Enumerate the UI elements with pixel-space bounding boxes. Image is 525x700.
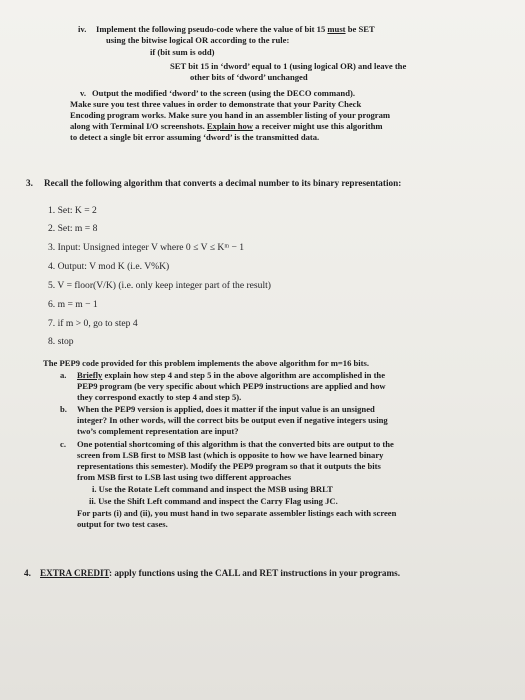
- pep9-intro: The PEP9 code provided for this problem implements the above algorithm for m=16 bits.: [43, 358, 370, 368]
- algorithm-step-2: 2. Set: m = 8: [48, 223, 98, 234]
- part-c-label: c.: [60, 439, 66, 449]
- question-3-title: Recall the following algorithm that converts a decimal number to its binary representation:: [44, 178, 402, 188]
- item-v-line1: Output the modified ‘dword’ to the screen (using the DECO command).: [92, 88, 355, 98]
- part-b-label: b.: [60, 404, 67, 414]
- part-c-approach-i: i. Use the Rotate Left command and inspect the MSB using BRLT: [92, 484, 333, 494]
- part-a-line1: Briefly explain how step 4 and step 5 in the above algorithm are accomplished in the: [77, 370, 386, 380]
- algorithm-step-8: 8. stop: [48, 336, 74, 347]
- item-v-line4: along with Terminal I/O screenshots. Explain how a receiver might use this algorithm: [70, 121, 383, 131]
- part-a-line3: they correspond exactly to step 4 and step 5).: [77, 392, 242, 402]
- part-c-approach-ii: ii. Use the Shift Left command and inspect the Carry Flag using JC.: [89, 496, 338, 506]
- algorithm-step-6: 6. m = m − 1: [48, 299, 98, 310]
- algorithm-step-4: 4. Output: V mod K (i.e. V%K): [48, 261, 170, 272]
- question-4-number: 4.: [24, 568, 31, 578]
- part-b-line3: two’s complement representation are input?: [77, 426, 239, 436]
- item-v-line3: Encoding program works. Make sure you hand in an assembler listing of your program: [70, 110, 391, 120]
- algorithm-step-3: 3. Input: Unsigned integer V where 0 ≤ V ≤ Kᵐ − 1: [48, 242, 245, 253]
- part-b-line1: When the PEP9 version is applied, does it matter if the input value is an unsigned: [77, 404, 375, 414]
- part-c-line4: from MSB first to LSB last using two different approaches: [77, 472, 292, 482]
- item-iv-line2: using the bitwise logical OR according to the rule:: [106, 35, 290, 45]
- part-c-line6: output for two test cases.: [77, 519, 168, 529]
- part-c-line3: representations this semester). Modify the PEP9 program so that it outputs the bits: [77, 461, 381, 471]
- item-iv-line1: Implement the following pseudo-code where the value of bit 15 must be SET: [96, 24, 375, 34]
- item-iv-line3: if (bit sum is odd): [150, 47, 215, 57]
- part-a-line2: PEP9 program (be very specific about which PEP9 instructions are applied and how: [77, 381, 386, 391]
- item-iv-number: iv.: [78, 24, 87, 34]
- question-3-number: 3.: [26, 178, 33, 188]
- part-b-line2: integer? In other words, will the correct bits be output even if negative integers using: [77, 415, 388, 425]
- part-c-line5: For parts (i) and (ii), you must hand in two separate assembler listings each with screen: [77, 508, 397, 518]
- item-v-line2: Make sure you test three values in order to demonstrate that your Parity Check: [70, 99, 362, 109]
- part-c-line1: One potential shortcoming of this algorithm is that the converted bits are output to the: [77, 439, 394, 449]
- item-iv-line5: other bits of ‘dword’ unchanged: [190, 72, 308, 82]
- question-4-text: EXTRA CREDIT: apply functions using the CALL and RET instructions in your programs.: [40, 568, 401, 578]
- item-v-line5: to detect a single bit error assuming ‘dword’ is the transmitted data.: [70, 132, 320, 142]
- algorithm-step-1: 1. Set: K = 2: [48, 205, 97, 216]
- item-v-number: v.: [80, 88, 86, 98]
- algorithm-step-5: 5. V = floor(V/K) (i.e. only keep integer part of the result): [48, 280, 271, 291]
- item-iv-line4: SET bit 15 in ‘dword’ equal to 1 (using logical OR) and leave the: [170, 61, 407, 71]
- part-c-line2: screen from LSB first to MSB last (which is opposite to how we have learned binary: [77, 450, 384, 460]
- algorithm-step-7: 7. if m > 0, go to step 4: [48, 318, 138, 329]
- part-a-label: a.: [60, 370, 67, 380]
